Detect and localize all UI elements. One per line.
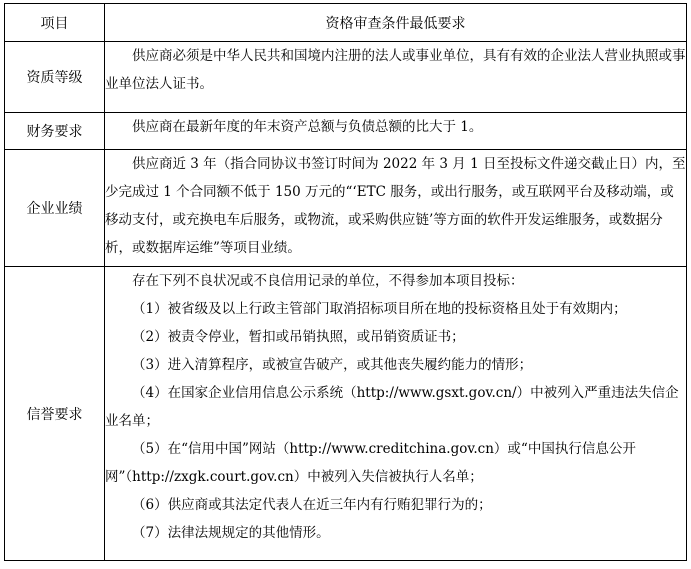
content-paragraph: （7）法律法规规定的其他情形。 [132,525,330,541]
header-requirement: 资格审查条件最低要求 [105,4,687,42]
content-paragraph: （1）被省级及以上行政主管部门取消招标项目所在地的投标资格且处于有效期内； [132,301,627,317]
content-paragraph: 存在下列不良状况或不良信用记录的单位，不得参加本项目投标： [132,273,524,289]
row-label: 财务要求 [5,113,105,150]
table-row-credit-requirement [5,267,687,561]
content-paragraph: （2）被责令停业，暂扣或吊销执照，或吊销资质证书； [132,329,465,345]
table-row-qualification-level [5,42,687,113]
content-paragraph: （5）在“信用中国”网站（http://www.creditchina.gov.cn）或“中国执行信息公开网”（http://zxgk.court.gov.cn）中被列入失信被执行人名单； [105,441,636,485]
row-content [105,267,687,561]
content-paragraph: （6）供应商或其法定代表人在近三年内有行贿犯罪行为的； [132,497,492,513]
content-paragraph: （3）进入清算程序，或被宣告破产，或其他丧失履约能力的情形； [132,357,533,373]
content-paragraph: 供应商在最新年度的年末资产总额与负债总额的比大于 1。 [132,119,483,135]
table-row-financial-requirement [5,113,687,150]
row-label: 企业业绩 [5,150,105,267]
content-paragraph: （4）在国家企业信用信息公示系统（http://www.gsxt.gov.cn/）中被列入严重违法失信企业名单； [105,385,679,429]
qualification-requirements-table [4,3,687,561]
header-item: 项目 [5,4,105,42]
row-content [105,150,687,267]
row-label: 资质等级 [5,42,105,113]
table-header-row [5,4,687,42]
row-content [105,42,687,113]
table-row-performance [5,150,687,267]
row-label: 信誉要求 [5,267,105,561]
row-content [105,113,687,150]
content-paragraph: 供应商近 3 年（指合同协议书签订时间为 2022 年 3 月 1 日至投标文件递交截止日）内，至少完成过 1 个合同额不低于 150 万元的“‘ETC 服务，或出行服务，或互联网平台及移动端，或移动支付，或充换电车后服务，或物流，或采购供应链’等方面的软件开发运维服务，或数据分析，或数据库运维”等项目业绩。 [105,156,686,256]
content-paragraph: 供应商必须是中华人民共和国境内注册的法人或事业单位，具有有效的企业法人营业执照或事业单位法人证书。 [105,48,686,92]
